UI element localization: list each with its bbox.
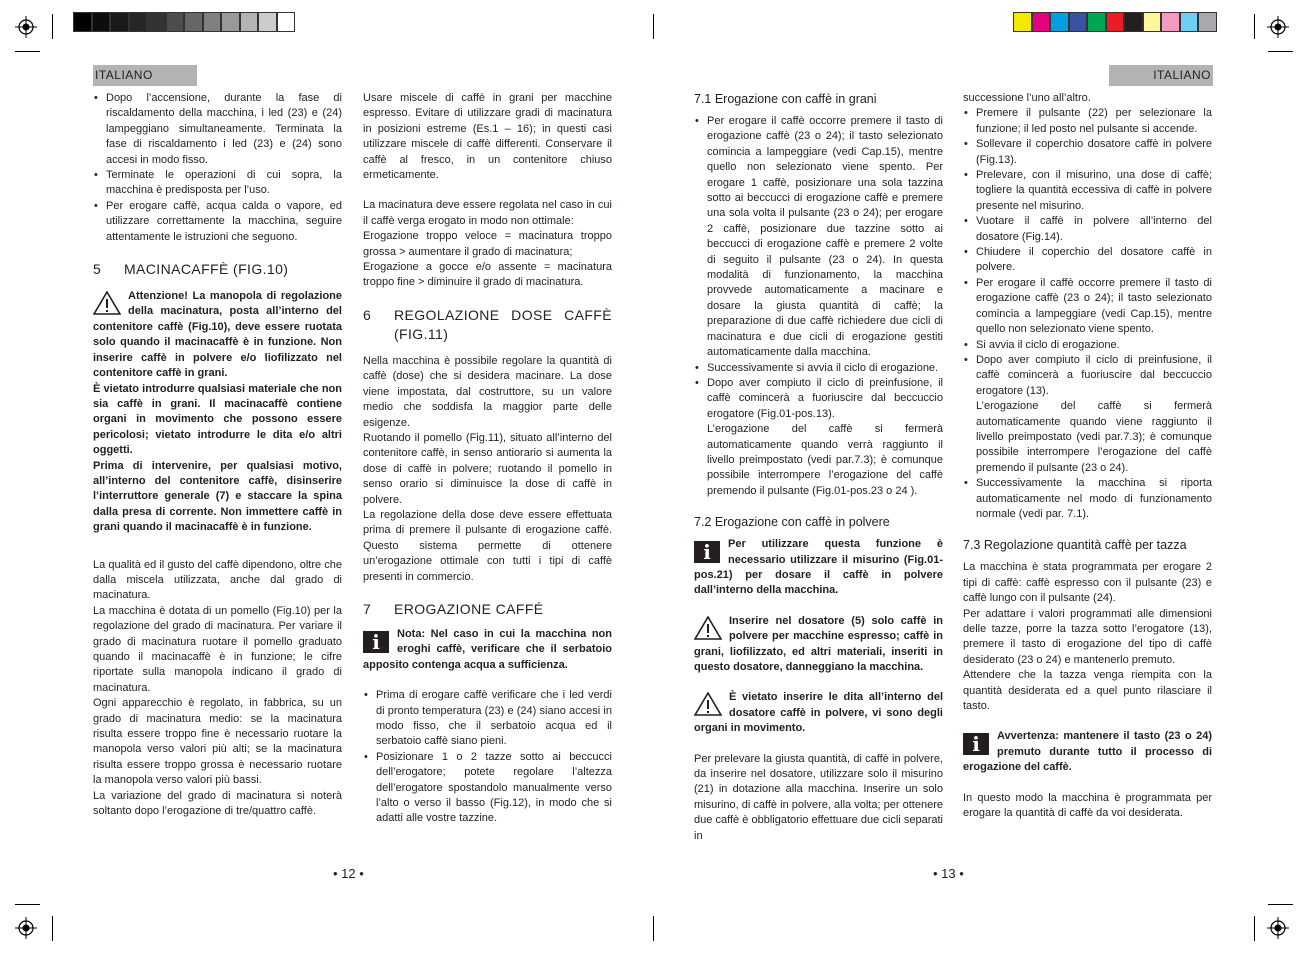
paragraph: successione l’uno all’altro.: [963, 92, 1091, 104]
list-item: • Dopo l’accensione, durante la fase di riscaldamento della macchina, i led (23) e (24) lampeggiano simultaneamente. Terminata la fase di riscaldamento i led (23) e (24) sono accesi in modo fisso.: [93, 91, 342, 168]
paragraph: Usare miscele di caffè in grani per macchine espresso. Evitare di utilizzare gradi di macinatura in posizioni estreme (Es.1 – 16); in questi casi utilizzare miscele di caffè differenti. Conservare il caffè al fresco, in un contenitore chiuso ermeticamente.: [363, 92, 612, 182]
paragraph: Erogazione troppo veloce = macinatura troppo grossa > aumentare il grado di macinatura;: [363, 230, 612, 258]
registration-mark-icon: [15, 16, 37, 38]
paragraph: La macchina è stata programmata per erogare 2 tipi di caffè: caffè espresso con il pulsante (23) e caffè lungo con il pulsante (24).: [963, 561, 1212, 605]
paragraph: Ruotando il pomello (Fig.11), situato all’interno del contenitore caffè, in senso antiorario si aumenta la dose di caffè in polvere; ruotando il pomello in senso orario si diminuisce la dose di caffè in polvere.: [363, 431, 612, 506]
paragraph: In questo modo la macchina è programmata per erogare la quantità di caffè da voi desiderata.: [963, 791, 1212, 820]
list-item: • Prima di erogare caffè verificare che i led verdi di pronto temperatura (23) e (24) siano accesi in modo fisso, che il serbatoio acqua ed il serbatoio caffè siano pieni.: [363, 688, 612, 750]
color-swatch: [73, 12, 92, 32]
subsection-heading: 7.2 Erogazione con caffè in polvere: [694, 515, 890, 530]
color-swatch: [129, 12, 148, 32]
grey-scale-bar: [73, 12, 295, 32]
list-item: • Per erogare caffè, acqua calda o vapore, ed utilizzare correttamente la macchina, seguire attentamente le istruzioni che seguono.: [93, 199, 342, 245]
warning-block: È vietato inserire le dita all’interno del dosatore caffè in polvere, vi sono degli organi in movimento.: [694, 691, 943, 735]
list-item: • Terminate le operazioni di cui sopra, la macchina è predisposta per l’uso.: [93, 168, 342, 199]
info-block: i Avvertenza: mantenere il tasto (23 o 24) premuto durante tutto il processo di erogazione del caffè.: [963, 730, 1212, 774]
registration-mark-icon: [1267, 917, 1289, 939]
paragraph: Nella macchina è possibile regolare la quantità di caffè (dose) che si desidera macinare. La dose viene impostata, dal costruttore, su un valore medio che soddisfa la maggior parte delle esigenze.: [363, 354, 612, 429]
color-swatch: [166, 12, 185, 32]
section-heading: 7 EROGAZIONE CAFFÉ: [363, 600, 544, 617]
bullet-list: [694, 114, 943, 499]
language-tab-left: ITALIANO: [93, 65, 197, 86]
color-swatch: [1143, 12, 1162, 32]
warning-icon: [93, 291, 121, 315]
color-swatch: [1032, 12, 1051, 32]
color-bar: [1013, 12, 1217, 32]
color-swatch: [1087, 12, 1106, 32]
bullet-list: [93, 91, 342, 245]
color-swatch: [221, 12, 240, 32]
paragraph: La variazione del grado di macinatura si noterà soltanto dopo l’erogazione di tre/quattro caffè.: [93, 789, 342, 818]
subsection-heading: 7.1 Erogazione con caffè in grani: [694, 92, 877, 106]
bullet-list: [963, 106, 1212, 522]
list-item: • Per erogare il caffè occorre premere il tasto di erogazione caffè (23 o 24); il tasto selezionato comincia a lampeggiare (vedi Cap.15), mentre quello non selezionato viene spento. Per erogare 1 caffè, posizionare una sola tazzina sotto ai beccucci di erogazione caffè e premere una sola volta il pulsante (23 o 24); per erogare 2 caffè, posizionare due tazzine sotto ai beccucci di erogazione caffè e premere 2 volte di seguito il pulsante (23 o 24). In questa modalità di funzionamento, la macchina provvede automaticamente a macinare e dosare la giusta quantità di caffè; la preparazione di due caffè richiedere due cicli di macinatura e due cicli di erogazione gestiti automaticamente dalla macchina.: [694, 114, 943, 361]
section-heading: 5 MACINACAFFÈ (FIG.10): [93, 261, 289, 278]
registration-mark-icon: [1267, 16, 1289, 38]
info-block: i Per utilizzare questa funzione è necessario utilizzare il misurino (Fig.01-pos.21) per dosare il caffè in polvere dall’interno della macchina.: [694, 538, 943, 597]
subsection-heading: 7.3 Regolazione quantità caffè per tazza: [963, 538, 1187, 553]
list-item: • Per erogare il caffè occorre premere il tasto di erogazione caffè (23 o 24); il tasto selezionato comincia a lampeggiare (vedi Cap.15), mentre quello non selezionato viene spento.: [963, 276, 1212, 338]
page-number-left: • 12 •: [333, 866, 364, 881]
column-2: [363, 91, 612, 827]
paragraph: Ogni apparecchio è regolato, in fabbrica, su un grado di macinatura medio: se la macinatura risulta essere troppo fine è necessario ruotare la manopola verso valori più alti; se la macinatura risulta essere troppo grossa è necessario ruotare la manopola verso valori più bassi.: [93, 697, 342, 787]
paragraph: La macinatura deve essere regolata nel caso in cui il caffè verga erogato in modo non ottimale:: [363, 199, 612, 227]
color-swatch: [203, 12, 222, 32]
color-swatch: [258, 12, 277, 32]
color-swatch: [1180, 12, 1199, 32]
paragraph: Erogazione a gocce e/o assente = macinatura troppo fine > diminuire il grado di macinatura.: [363, 261, 612, 289]
color-swatch: [1161, 12, 1180, 32]
list-item: • Successivamente la macchina si riporta automaticamente nel modo di funzionamento normale (vedi par. 7.1).: [963, 476, 1212, 522]
color-swatch: [1050, 12, 1069, 32]
warning-icon: [694, 692, 722, 716]
color-swatch: [147, 12, 166, 32]
list-item: • Premere il pulsante (22) per selezionare la funzione; il led posto nel pulsante si accende.: [963, 106, 1212, 137]
column-3: [694, 91, 943, 844]
list-item: • Vuotare il caffè in polvere all’interno del dosatore (Fig.14).: [963, 214, 1212, 245]
info-icon: i: [363, 631, 389, 653]
paragraph: Per prelevare la giusta quantità, di caffè in polvere, da inserire nel dosatore, utilizzare solo il misurino (21) in dotazione alla macchina. Inserire un solo misurino, di caffè in polvere, alla volta; per ottenere due caffè è obbligatorio effettuare due cicli separati in: [694, 752, 943, 842]
color-swatch: [1106, 12, 1125, 32]
color-swatch: [1198, 12, 1217, 32]
list-item: • Chiudere il coperchio del dosatore caffè in polvere.: [963, 245, 1212, 276]
paragraph: La macchina è dotata di un pomello (Fig.10) per la regolazione del grado di macinatura. Per variare il grado di macinatura ruotare il pomello graduato quando il macinacaffè è in funzione; le cifre riportate sulla manopola indicano il grado di macinatura.: [93, 604, 342, 694]
info-icon: i: [694, 541, 720, 563]
section-heading: 6 REGOLAZIONE DOSE CAFFÈ (FIG.11): [363, 306, 612, 342]
warning-block: Attenzione! La manopola di regolazione della macinatura, posta all’interno del contenitore caffè (Fig.10), deve essere ruotata solo quando il macinacaffè è in funzione. Non inserire caffè in polvere e/o liofilizzato nel contenitore caffè in grani. È vietato introdurre qualsiasi materiale che non sia caffè in grani. Il macinacaffè contiene organi in movimento che possono essere pericolosi; vietato introdurre le dita e/o altri oggetti. Prima di intervenire, per qualsiasi motivo, all’interno del contenitore caffè, disinserire l’interruttore generale (7) e staccare la spina dalla presa di corrente. Non immettere caffè in grani quando il macinacaffè è in funzione.: [93, 290, 342, 534]
color-swatch: [184, 12, 203, 32]
paragraph: La qualità ed il gusto del caffè dipendono, oltre che dalla miscela utilizzata, anche dal grado di macinatura.: [93, 558, 342, 602]
info-icon: i: [963, 733, 989, 755]
color-swatch: [92, 12, 111, 32]
list-item: • Prelevare, con il misurino, una dose di caffè; togliere la quantità eccessiva di caffè in polvere presente nel misurino.: [963, 168, 1212, 214]
page-number-right: • 13 •: [933, 866, 964, 881]
color-swatch: [277, 12, 296, 32]
list-item: • Si avvia il ciclo di erogazione.: [963, 338, 1212, 353]
list-item: • Sollevare il coperchio dosatore caffè in polvere (Fig.13).: [963, 137, 1212, 168]
color-swatch: [110, 12, 129, 32]
warning-icon: [694, 616, 722, 640]
bullet-list: [363, 688, 612, 827]
list-item: • Successivamente si avvia il ciclo di erogazione.: [694, 361, 943, 376]
language-tab-right: ITALIANO: [1109, 65, 1213, 86]
warning-block: Inserire nel dosatore (5) solo caffè in polvere per macchine espresso; caffè in grani, liofilizzato, ed altri materiali, inseriti in questo dosatore, danneggiano la macchina.: [694, 614, 943, 673]
list-item: • Posizionare 1 o 2 tazze sotto ai beccucci dell’erogatore; potete regolare l’altezza dell’erogatore spostandolo manualmente verso l’alto o verso il basso (Fig.12), in modo che si adatti alle vostre tazzine.: [363, 750, 612, 827]
list-item: • Dopo aver compiuto il ciclo di preinfusione, il caffè comincerà a fuoriuscire dal beccuccio erogatore (13). L’erogazione del caffè si fermerà automaticamente quando viene raggiunto il livello preimpostato (vedi par.7.3); è comunque possibile interrompere l’erogazione del caffè premendo il pulsante (23 o 24).: [963, 353, 1212, 476]
list-item: • Dopo aver compiuto il ciclo di preinfusione, il caffè comincerà a fuoriuscire dal beccuccio erogatore (Fig.01-pos.13). L’erogazione del caffè si fermerà automaticamente quando verrà raggiunto il livello preimpostato (vedi par.7.3); è comunque possibile interrompere l’erogazione del caffè premendo il pulsante (Fig.01-pos.23 o 24 ).: [694, 376, 943, 499]
color-swatch: [1124, 12, 1143, 32]
color-swatch: [1013, 12, 1032, 32]
paragraph: Per adattare i valori programmati alle dimensioni delle tazze, porre la tazza sotto l’erogatore (13), premere il tasto di erogazione del tipo di caffè desiderato (23 o 24) e mantenerlo premuto.: [963, 607, 1212, 666]
column-4: [963, 91, 1212, 821]
color-swatch: [1069, 12, 1088, 32]
column-1: [93, 91, 342, 819]
registration-mark-icon: [15, 917, 37, 939]
paragraph: Attendere che la tazza venga riempita con la quantità desiderata ed a quel punto rilasciare il tasto.: [963, 669, 1212, 713]
note-block: i Nota: Nel caso in cui la macchina non eroghi caffè, verificare che il serbatoio apposito contenga acqua a sufficienza.: [363, 627, 612, 671]
color-swatch: [240, 12, 259, 32]
paragraph: La regolazione della dose deve essere effettuata prima di premere il pulsante di erogazione caffè. Questo sistema permette di ottenere un’erogazione ottimale con tutti i tipi di caffè presenti in commercio.: [363, 508, 612, 583]
